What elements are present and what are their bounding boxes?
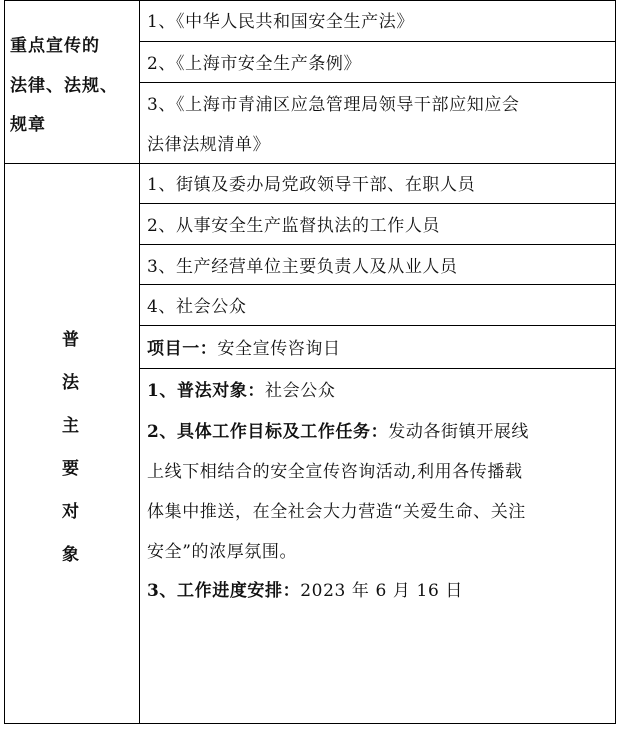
project-point bbox=[147, 421, 529, 443]
section1-label-line: 法律、法规、 bbox=[10, 76, 118, 96]
project-point-continued: 上线下相结合的安全宣传咨询活动,利用各传播载 bbox=[147, 462, 523, 482]
point-heading: 2、具体工作目标及工作任务： bbox=[147, 422, 389, 442]
project-point-continued: 体集中推送，在全社会大力营造“关爱生命、关注 bbox=[147, 502, 526, 522]
target-item: 4、社会公众 bbox=[147, 297, 247, 317]
section2-label-char: 对 bbox=[62, 502, 79, 522]
section-divider bbox=[4, 163, 615, 164]
law-item-continued: 法律法规清单》 bbox=[147, 135, 271, 155]
project-point bbox=[147, 580, 463, 602]
project-title-text: 安全宣传咨询日 bbox=[217, 339, 341, 359]
row-divider bbox=[139, 244, 615, 245]
project-point-continued: 安全”的浓厚氛围。 bbox=[147, 542, 298, 562]
point-heading: 3、工作进度安排： bbox=[147, 581, 301, 601]
law-item: 1、《中华人民共和国安全生产法》 bbox=[147, 12, 414, 32]
target-item: 2、从事安全生产监督执法的工作人员 bbox=[147, 216, 441, 236]
row-divider bbox=[139, 41, 615, 42]
row-divider bbox=[139, 82, 615, 83]
section2-label-char: 主 bbox=[62, 416, 79, 436]
section2-label-char: 要 bbox=[62, 459, 79, 479]
row-divider bbox=[139, 284, 615, 285]
project-title bbox=[147, 338, 341, 360]
section2-label-char: 象 bbox=[62, 545, 79, 565]
row-divider bbox=[139, 325, 615, 326]
section1-label-line: 重点宣传的 bbox=[10, 36, 100, 56]
project-point bbox=[147, 380, 335, 402]
target-item: 1、街镇及委办局党政领导干部、在职人员 bbox=[147, 175, 476, 195]
target-item: 3、生产经营单位主要负责人及从业人员 bbox=[147, 257, 458, 277]
section2-label-char: 普 bbox=[62, 330, 79, 350]
row-divider bbox=[139, 203, 615, 204]
law-item: 2、《上海市安全生产条例》 bbox=[147, 54, 362, 74]
point-text: 发动各街镇开展线 bbox=[388, 422, 530, 442]
point-heading: 1、普法对象： bbox=[147, 381, 266, 401]
section2-label-char: 法 bbox=[62, 373, 79, 393]
section1-label-line: 规章 bbox=[10, 115, 46, 135]
row-divider bbox=[139, 368, 615, 369]
law-item: 3、《上海市青浦区应急管理局领导干部应知应会 bbox=[147, 95, 520, 115]
point-text: 2023 年 6 月 16 日 bbox=[300, 581, 463, 601]
column-divider bbox=[139, 0, 140, 724]
project-title-bold: 项目一： bbox=[147, 339, 218, 359]
point-text: 社会公众 bbox=[265, 381, 336, 401]
